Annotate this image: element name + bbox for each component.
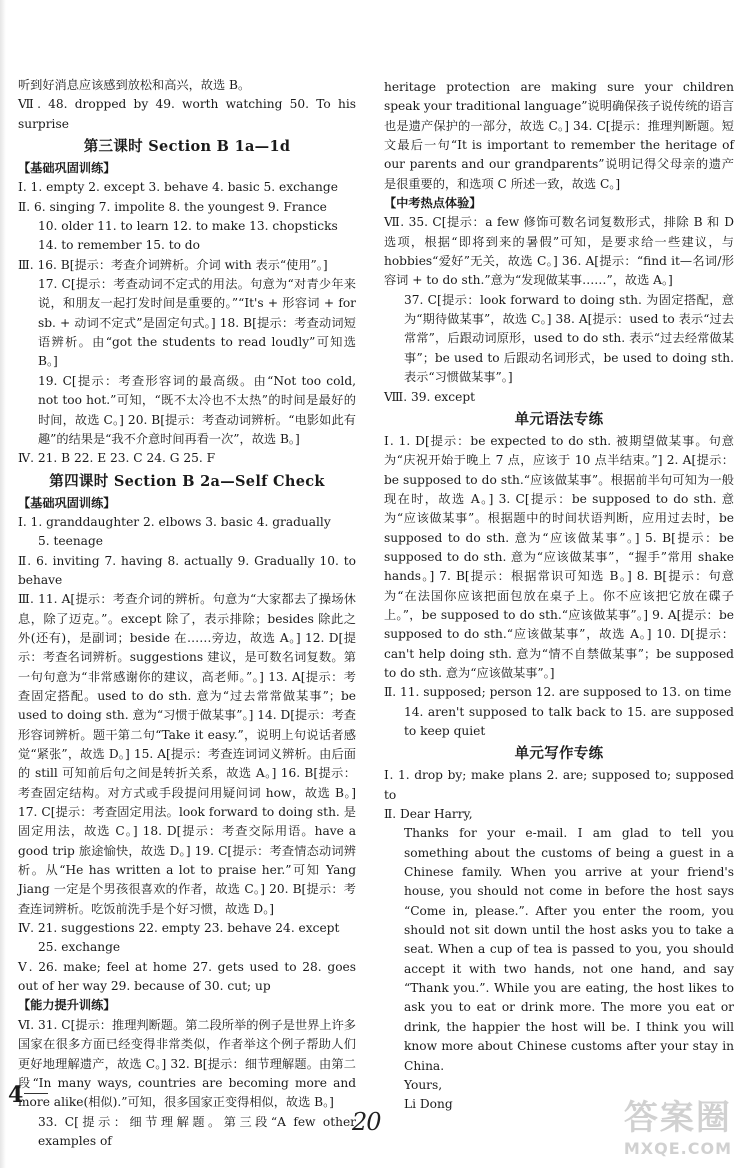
text-block: Ⅱ. Dear Harry, (384, 807, 473, 822)
section-title: 第三课时 Section B 1a—1d (83, 138, 291, 156)
text-block: 听到好消息应该感到放松和高兴，故选 B。 (18, 78, 251, 92)
right-column (384, 78, 734, 1115)
text-block: Ⅴ. 26. make; feel at home 27. gets used to 28. goes out of her way 29. because of 30. cut; up (18, 959, 356, 994)
text-block: 14. to remember 15. to do (38, 238, 200, 253)
text-block: 17. C[提示：考查动词不定式的用法。句意为“对青少年来说，和朋友一起打发时间是重要的。”“It's + 形容词 + for sb. + 动词不定式”是固定句式。] 18. B[提示：考查动词短语辨析。由“got the students to read loudly”可知选 B。] (38, 277, 356, 369)
text-block: 25. exchange (38, 940, 121, 955)
exercise-heading: 【中考热点体验】 (384, 196, 482, 211)
text-block: 19. C[提示：考查形容词的最高级。由“Not too cold, not too hot.”可知，“既不太冷也不太热”的时间是最好的时间，故选 C。] 20. B[提示：考查动词辨析。“电影如此有趣”的结果是“我不介意时间再看一次”，故选 B。] (38, 373, 356, 446)
text-block: Ⅰ. 1. empty 2. except 3. behave 4. basic 5. exchange (18, 180, 338, 195)
exercise-heading: 【能力提升训练】 (18, 998, 116, 1013)
section-title: 第四课时 Section B 2a—Self Check (49, 472, 325, 490)
text-block: 33. C[提示：细节理解题。第三段“A few other examples of (38, 1114, 356, 1148)
text-block: Ⅵ. 31. C[提示：推理判断题。第二段所举的例子是世界上许多国家在很多方面已经变得非常类似，作者举这个例子帮助人们更好地理解遗产，故选 C。] 32. B[提示：细节理解题。由第二段“In many ways, countries are becoming more and more alike(相似).”可知，很多国家正变得相似，故选 B。] (18, 1017, 356, 1110)
text-block: Ⅲ. 16. B[提示：考查介词辨析。介词 with 表示“使用”。] (18, 257, 328, 272)
watermark (624, 1090, 732, 1158)
text-block: Ⅰ. 1. drop by; make plans 2. are; supposed to; supposed to (384, 768, 734, 802)
text-block: heritage protection are making sure your children speak your traditional language”说明确保孩子说传统的语言也是遗产保护的一部分，故选 C。] 34. C[提示：推理判断题。短文最后一句“It is important to remember the heritage of our parents and our grandparents”说明记得父母亲的遗产是很重要的，和选项 C 所述一致，故选 C。] (384, 80, 734, 191)
text-block: Ⅱ. 6. inviting 7. having 8. actually 9. Gradually 10. to behave (18, 553, 356, 587)
section-title: 单元语法专练 (514, 410, 604, 428)
section-title: 单元写作专练 (514, 745, 604, 763)
text-block: Ⅰ. 1. granddaughter 2. elbows 3. basic 4. gradually (18, 514, 331, 529)
handwritten-mark: 20 (352, 1108, 381, 1136)
text-block: Ⅶ. 35. C[提示：a few 修饰可数名词复数形式，排除 B 和 D 选项，根据“即将到来的暑假”可知，是要求给一些建议，与 hobbies“爱好”无关，故选 C。] 36. A[提示：“find it—名词/形容词 + to do sth.”意为“发现做某事……”，故选 A。] (384, 215, 734, 288)
text-block: Ⅳ. 21. suggestions 22. empty 23. behave 24. except (18, 921, 340, 936)
page-number-rule (24, 1093, 48, 1094)
exercise-heading: 【基础巩固训练】 (18, 161, 116, 176)
text-block: Ⅷ. 39. except (384, 389, 476, 404)
text-block: 10. older 11. to learn 12. to make 13. chopsticks (38, 219, 338, 234)
letter-signature: Li Dong (404, 1097, 453, 1112)
watermark-logo: 答案圈 (623, 1098, 732, 1138)
text-block: 37. C[提示：look forward to doing sth. 为固定搭配，意为“期待做某事”，故选 C。] 38. A[提示：used to 表示“过去常常”，后跟动词原形，used to do sth. 表示“过去经常做某事”；be used to 后跟动名词形式，be used to doing sth. 表示“习惯做某事”。] (404, 292, 734, 385)
text-block: Ⅲ. 11. A[提示：考查介词的辨析。句意为“大家都去了操场休息，除了迈克。”。except 除了，表示排除；besides 除此之外(还有)，是副词；beside 在……旁边，故选 A。] 12. D[提示：考查名词辨析。suggestions 建议，是可数名词复数。第一句句意为“非常感谢你的建议，高老师。”。] 13. A[提示：考查固定搭配。used to do sth. 意为“过去常常做某事”；be used to doing sth. 意为“习惯于做某事”。] 14. D[提示：考查形容词辨析。题干第二句“Take it easy.”，说明上句说话者感觉“紧张”，故选 D。] 15. A[提示：考查连词词义辨析。由后面的 still 可知前后句之间是转折关系，故选 A。] 16. B[提示：考查固定结构。对方式或手段提问用疑问词 how，故选 B。] 17. C[提示：考查固定用法。look forward to doing sth. 是固定用法，故选 C。] 18. D[提示：考查交际用语。have a good trip 旅途愉快，故选 D。] 19. C[提示：考查情态动词辨析。从“He has written a lot to praise her.”可知 Yang Jiang 一定是个男孩很喜欢的作者，故选 C。] 20. B[提示：考查连词辨析。吃饭前洗手是个好习惯，故选 D。] (18, 592, 356, 916)
letter-closing: Yours, (404, 1077, 443, 1092)
text-block: 5. teenage (38, 534, 103, 549)
page-number: 4 (8, 1082, 24, 1108)
text-block: 14. aren't supposed to talk back to 15. are supposed to keep quiet (404, 704, 734, 738)
exercise-heading: 【基础巩固训练】 (18, 495, 116, 510)
letter-body: Thanks for your e-mail. I am glad to tell you something about the customs of being a guest in a Chinese family. When you arrive at your friend's house, you should not come in before the host says “Come in, please.”. After you enter the room, you should not sit down until the host asks you to take a seat. When a cup of tea is passed to you, you should accept it with two hands, not one hand, and say “Thank you.”. While you are eating, the host likes to ask you to eat or drink more. The more you eat or drink, the happier the host will be. I think you will know more about Chinese customs after your stay in China. (404, 826, 734, 1073)
text-block: Ⅶ. 48. dropped by 49. worth watching 50. To his surprise (18, 97, 356, 131)
page-scan-edge (0, 0, 6, 1168)
text-block: Ⅳ. 21. B 22. E 23. C 24. G 25. F (18, 451, 216, 466)
text-block: Ⅱ. 6. singing 7. impolite 8. the youngest 9. France (18, 199, 327, 214)
text-block: Ⅱ. 11. supposed; person 12. are supposed to 13. on time (384, 685, 732, 700)
text-block: Ⅰ. 1. D[提示：be expected to do sth. 被期望做某事。句意为“庆祝开始于晚上 7 点，应该于 10 点半结束。”] 2. A[提示：be supposed to do sth.“应该做某事”。根据前半句可知为一般现在时，故选 A。] 3. C[提示：be supposed to do sth. 意为“应该做某事”。根据题中的时间状语判断，应用过去时，be supposed to do sth. 意为“应该做某事”。] 5. B[提示：be supposed to do sth. 意为“应该做某事”，“握手”常用 shake hands。] 7. B[提示：根据常识可知选 B。] 8. B[提示：句意为“在法国你应该把面包放在桌子上。你不应该把它放在碟子上。”，be supposed to do sth.“应该做某事”。] 9. A[提示：be supposed to do sth.“应该做某事”，故选 A。] 10. D[提示：can't help doing sth. 意为“情不自禁做某事”；be supposed to do sth. 意为“应该做某事”。] (384, 433, 734, 680)
left-column (18, 76, 356, 1151)
watermark-url: MXQE.COM (623, 1139, 732, 1158)
